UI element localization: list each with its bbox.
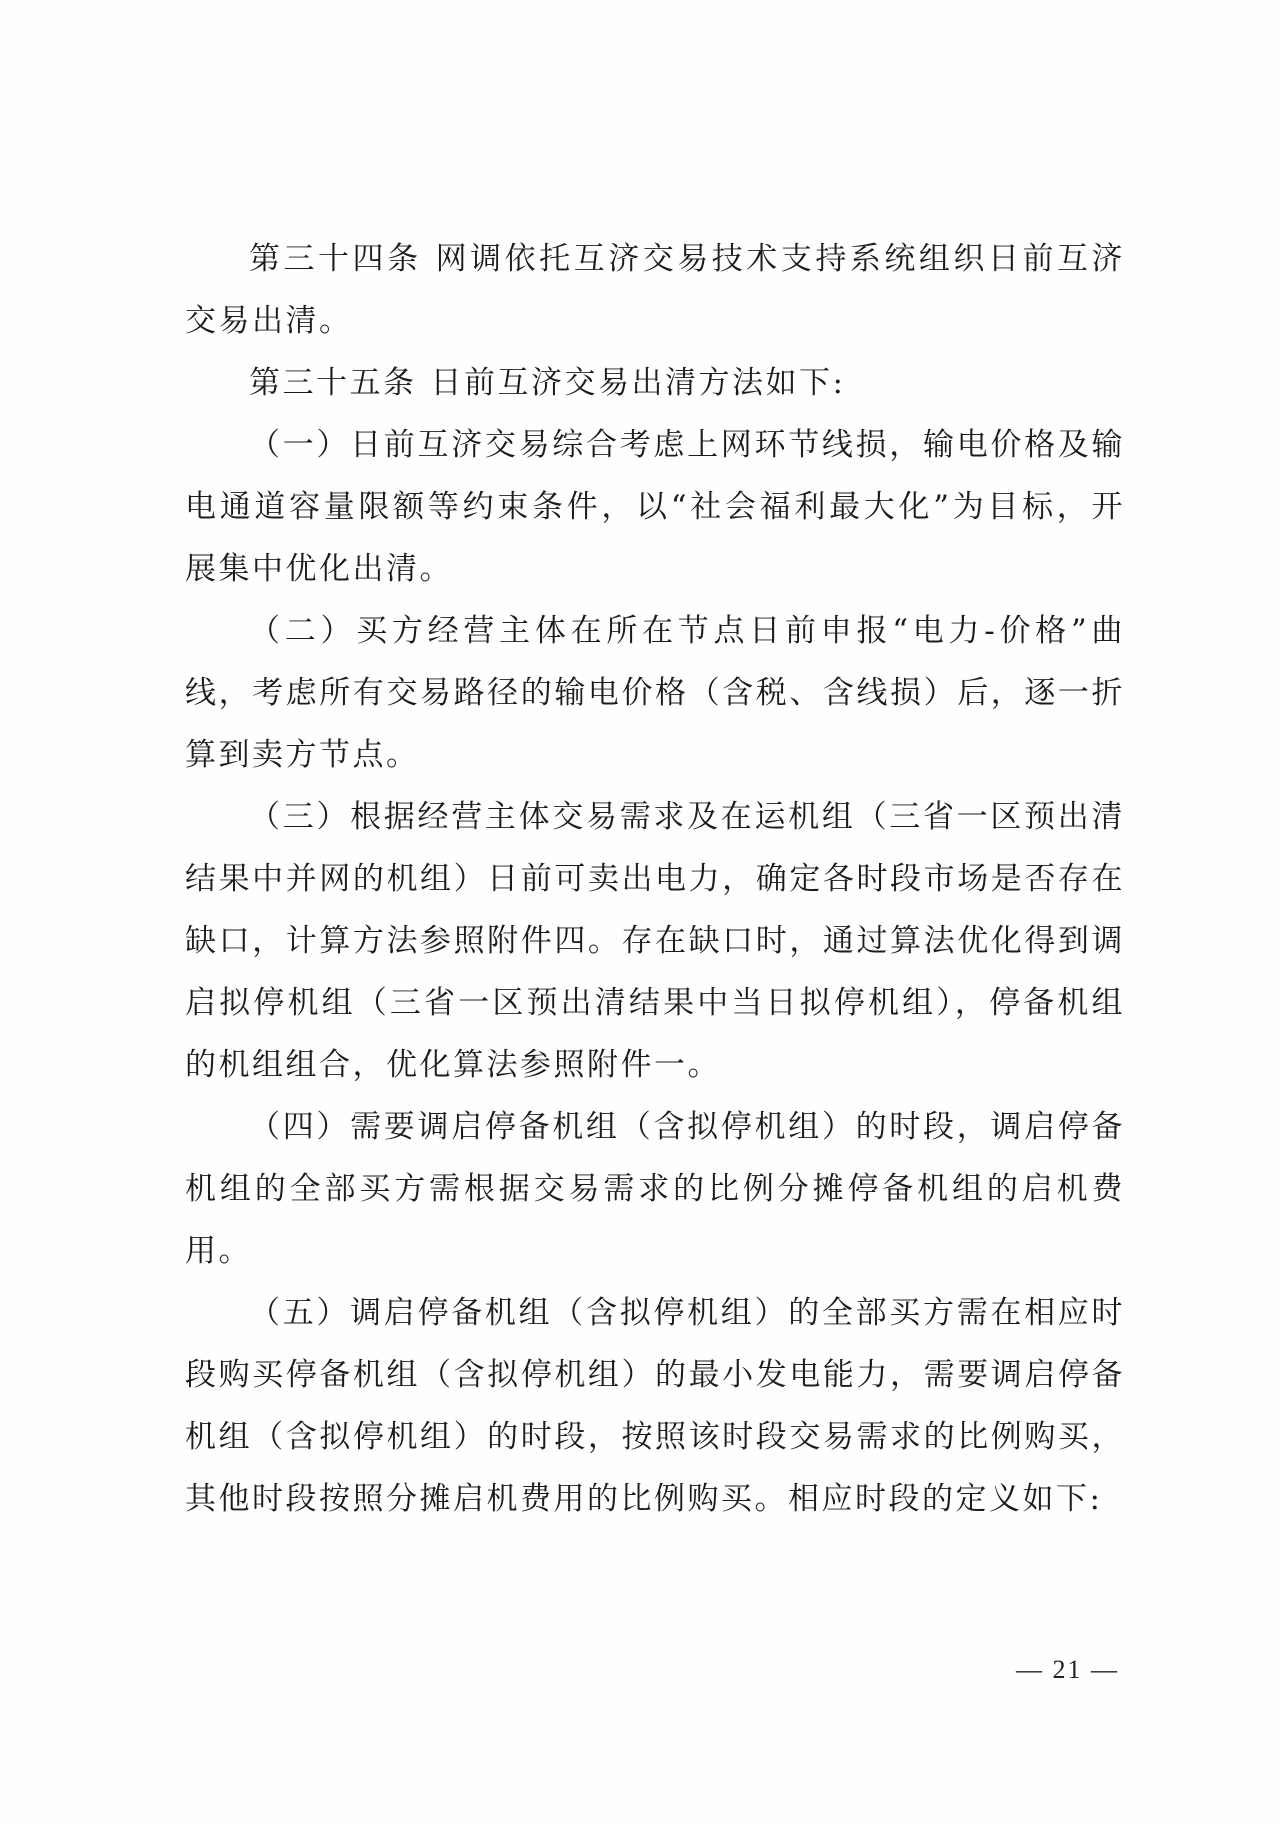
- page-number: — 21 —: [1016, 1655, 1119, 1684]
- clause-3-paragraph: （三）根据经营主体交易需求及在运机组（三省一区预出清结果中并网的机组）日前可卖出电力，确定各时段市场是否存在缺口，计算方法参照附件四。存在缺口时，通过算法优化得到调启拟停机组（三省一区预出清结果中当日拟停机组），停备机组的机组组合，优化算法参照附件一。: [185, 799, 1125, 1083]
- clause-1-paragraph: （一）日前互济交易综合考虑上网环节线损，输电价格及输电通道容量限额等约束条件，以“社会福利最大化”为目标，开展集中优化出清。: [185, 427, 1125, 587]
- document-body: [185, 228, 1125, 1530]
- article-35-paragraph: [185, 352, 1125, 414]
- article-34-text: 网调依托互济交易技术支持系统组织日前互济交易出清。: [185, 241, 1126, 339]
- article-35-text: 日前互济交易出清方法如下:: [430, 365, 846, 401]
- article-34-paragraph: [185, 228, 1125, 352]
- article-35-heading: 第三十五条: [249, 365, 417, 401]
- clause-4-paragraph: （四）需要调启停备机组（含拟停机组）的时段，调启停备机组的全部买方需根据交易需求的比例分摊停备机组的启机费用。: [185, 1109, 1125, 1269]
- clause-5-paragraph: （五）调启停备机组（含拟停机组）的全部买方需在相应时段购买停备机组（含拟停机组）的最小发电能力，需要调启停备机组（含拟停机组）的时段，按照该时段交易需求的比例购买，其他时段按照分摊启机费用的比例购买。相应时段的定义如下:: [185, 1295, 1125, 1517]
- clause-2-paragraph: （二）买方经营主体在所在节点日前申报“电力-价格”曲线，考虑所有交易路径的输电价格（含税、含线损）后，逐一折算到卖方节点。: [185, 613, 1125, 773]
- article-34-heading: 第三十四条: [249, 241, 422, 277]
